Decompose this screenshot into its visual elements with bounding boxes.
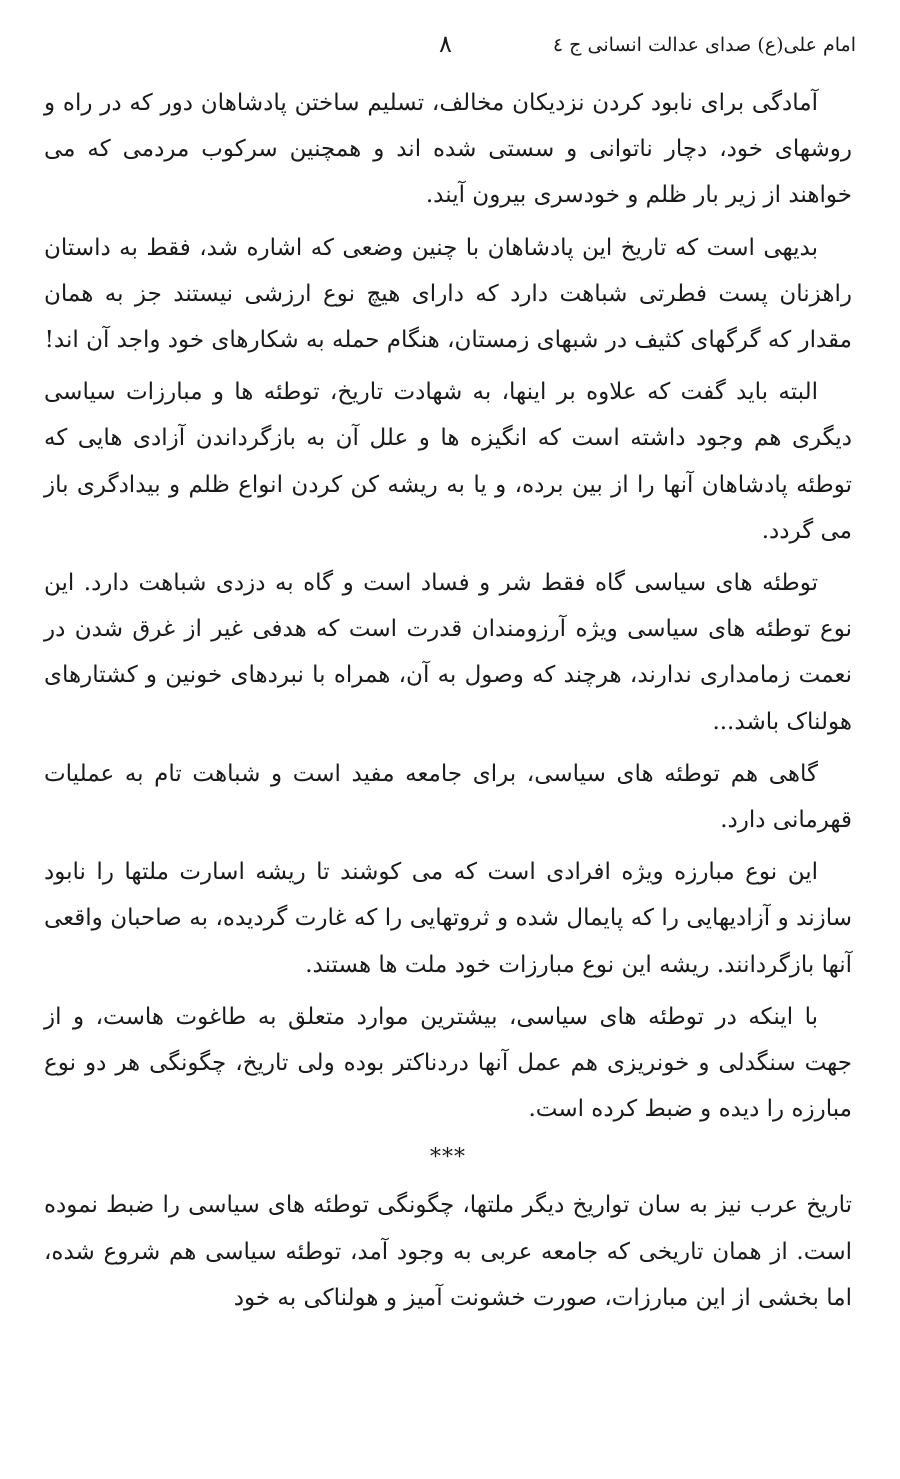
running-title: امام علی(ع) صدای عدالت انسانی ج ٤ bbox=[552, 34, 856, 56]
page-body bbox=[44, 80, 852, 1327]
paragraph: البته باید گفت که علاوه بر اینها، به شهادت تاریخ، توطئه ها و مبارزات سیاسی دیگری هم وجود داشته است که انگیزه ها و علل آن به بازگرداندن آزادی هایی که توطئه پادشاهان آنها را از بین برده، و یا به ریشه کن کردن انواع ظلم و بیدادگری باز می گردد. bbox=[44, 379, 852, 544]
paragraph: با اینکه در توطئه های سیاسی، بیشترین موارد متعلق به طاغوت هاست، و از جهت سنگدلی و خونریزی هم عمل آنها دردناکتر بوده ولی تاریخ، چگونگی هر دو نوع مبارزه را دیده و ضبط کرده است. bbox=[44, 1003, 852, 1123]
paragraph: گاهی هم توطئه های سیاسی، برای جامعه مفید است و شباهت تام به عملیات قهرمانی دارد. bbox=[44, 760, 852, 834]
paragraph: تاریخ عرب نیز به سان تواریخ دیگر ملتها، چگونگی توطئه های سیاسی را ضبط نموده است. از همان تاریخی که جامعه عربی به وجود آمد، توطئه سیاسی هم شروع شده، اما بخشی از این مبارزات، صورت خشونت آمیز و هولناکی به خود bbox=[44, 1192, 852, 1311]
section-separator: *** bbox=[430, 1145, 466, 1171]
paragraph: این نوع مبارزه ویژه افرادی است که می کوشند تا ریشه اسارت ملتها را نابود سازند و آزادیهایی را که پایمال شده و ثروتهایی را که غارت گردیده، به صاحبان واقعی آنها بازگردانند. ریشه این نوع مبارزات خود ملت ها هستند. bbox=[44, 859, 853, 978]
paragraph: توطئه های سیاسی گاه فقط شر و فساد است و گاه به دزدی شباهت دارد. این نوع توطئه های سیاسی ویژه آرزومندان قدرت است که هدفی غیر از غرق شدن در نعمت زمامداری ندارند، هرچند که وصول به آن، همراه با نبردهای خونین و کشتارهای هولناک باشد... bbox=[44, 570, 852, 735]
page-number: ۸ bbox=[439, 30, 452, 58]
paragraph: آمادگی برای نابود کردن نزدیکان مخالف، تسلیم ساختن پادشاهان دور که در راه و روشهای خود، دچار ناتوانی و سستی شده اند و همچنین سرکوب مردمی که می خواهند از زیر بار ظلم و خودسری بیرون آیند. bbox=[44, 90, 852, 209]
page-header bbox=[44, 30, 856, 70]
paragraph: بدیهی است که تاریخ این پادشاهان با چنین وضعی که اشاره شد، فقط به داستان راهزنان پست فطرتی شباهت دارد که دارای هیچ نوع ارزشی نیستند جز به همان مقدار که گرگهای کثیف در شبهای زمستان، هنگام حمله به شکارهای خود واجد آن اند! bbox=[44, 234, 852, 354]
